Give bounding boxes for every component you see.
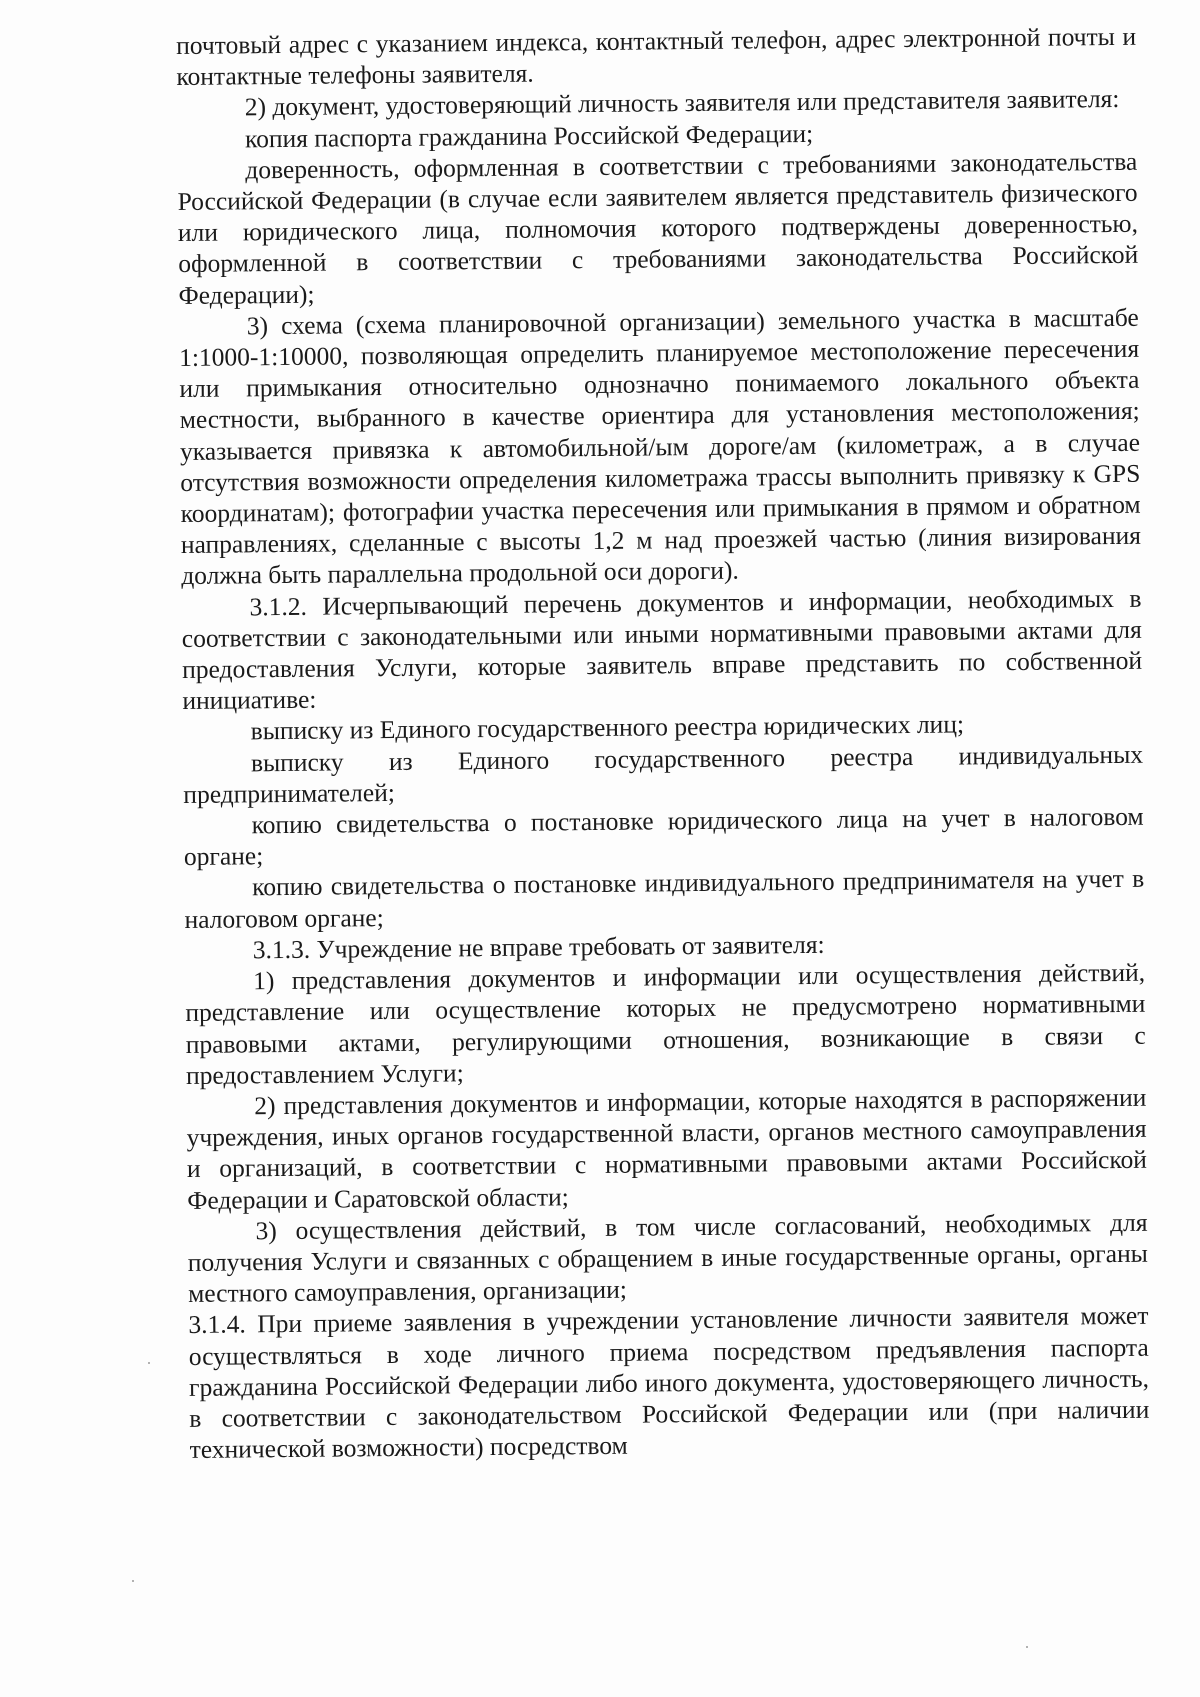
paragraph-section-3-1-3: 3.1.3. Учреждение не вправе требовать от заявителя: [252,929,825,965]
paragraph-passport-copy: копия паспорта гражданина Российской Федерации; [244,118,814,153]
scan-speck [132,1580,134,1582]
paragraph-land-plot-scheme: 3) схема (схема планировочной организации) земельного участка в масштабе 1:1000-1:10000, позволяющая определить планируемое местоположение пересечения или примыкания относительно однозначно понимаемого локального объекта местности, выбранного в качестве ориентира для установления местоположения; указывается привязка к автомобильной/ым дороге/ам (километраж, а в случае отсутствия возможности определения километража трассы выполнить привязку к GPS координатам); фотографии участка пересечения или примыкания в прямом и обратном направлениях, сделанные с высоты 1,2 м над проезжей частью (линия визирования должна быть параллельна продольной оси дороги). [179,302,1142,591]
paragraph-postal-address: почтовый адрес с указанием индекса, контактный телефон, адрес электронной почты и контактные телефоны заявителя. [176,21,1137,92]
paragraph-identity-document: 2) документ, удостоверяющий личность заявителя или представителя заявителя: [244,84,1120,122]
document-text [176,21,1150,1465]
paragraph-section-3-1-4: 3.1.4. При приеме заявления в учреждении установление личности заявителя может осуществляться в ходе личного приема посредством предъявления паспорта гражданина Российской Федерации либо иного документа, удостоверяющего личность, в соответствии с законодательством Российской Федерации или (при наличии технической возможности) посредством [188,1301,1150,1465]
paragraph-power-of-attorney: доверенность, оформленная в соответствии с требованиями законодательства Российской Федерации (в случае если заявителем является представитель физического или юридического лица, полномочия которого подтверждены доверенностью, оформленной в соответствии с требованиями законодательства Российской Федерации); [177,146,1139,310]
paragraph-legal-entity-tax-certificate: копию свидетельства о постановке юридического лица на учет в налоговом органе; [183,801,1144,872]
scan-speck [1026,1646,1028,1648]
paragraph-legal-entities-extract: выписку из Единого государственного реестра юридических лиц; [250,709,965,746]
paragraph-item-3: 3) осуществления действий, в том числе согласований, необходимых для получения Услуги и связанных с обращением в иные государственные органы, органы местного самоуправления, организации; [187,1207,1148,1309]
paragraph-entrepreneurs-extract: выписку из Единого государственного реестра индивидуальных предпринимателей; [183,739,1144,809]
paragraph-item-1: 1) представления документов и информации или осуществления действий, представление или осуществление которых не предусмотрено нормативными правовыми актами, регулирующими отношения, возникающие в связи с предоставлением Услуги; [185,957,1146,1090]
paragraph-item-2: 2) представления документов и информации, которые находятся в распоряжении учреждения, иных органов государственной власти, органов местного самоуправления и организаций, в соответствии с нормативными правовыми актами Российской Федерации и Саратовской области; [186,1082,1148,1215]
paragraph-section-3-1-2: 3.1.2. Исчерпывающий перечень документов и информации, необходимых в соответствии с законодательными или иными нормативными правовыми актами для предоставления Услуги, которые заявитель вправе представить по собственной инициативе: [181,583,1143,716]
scan-speck [148,1362,150,1364]
paragraph-entrepreneur-tax-certificate: копию свидетельства о постановке индивидуального предпринимателя на учет в налоговом органе; [184,864,1145,934]
